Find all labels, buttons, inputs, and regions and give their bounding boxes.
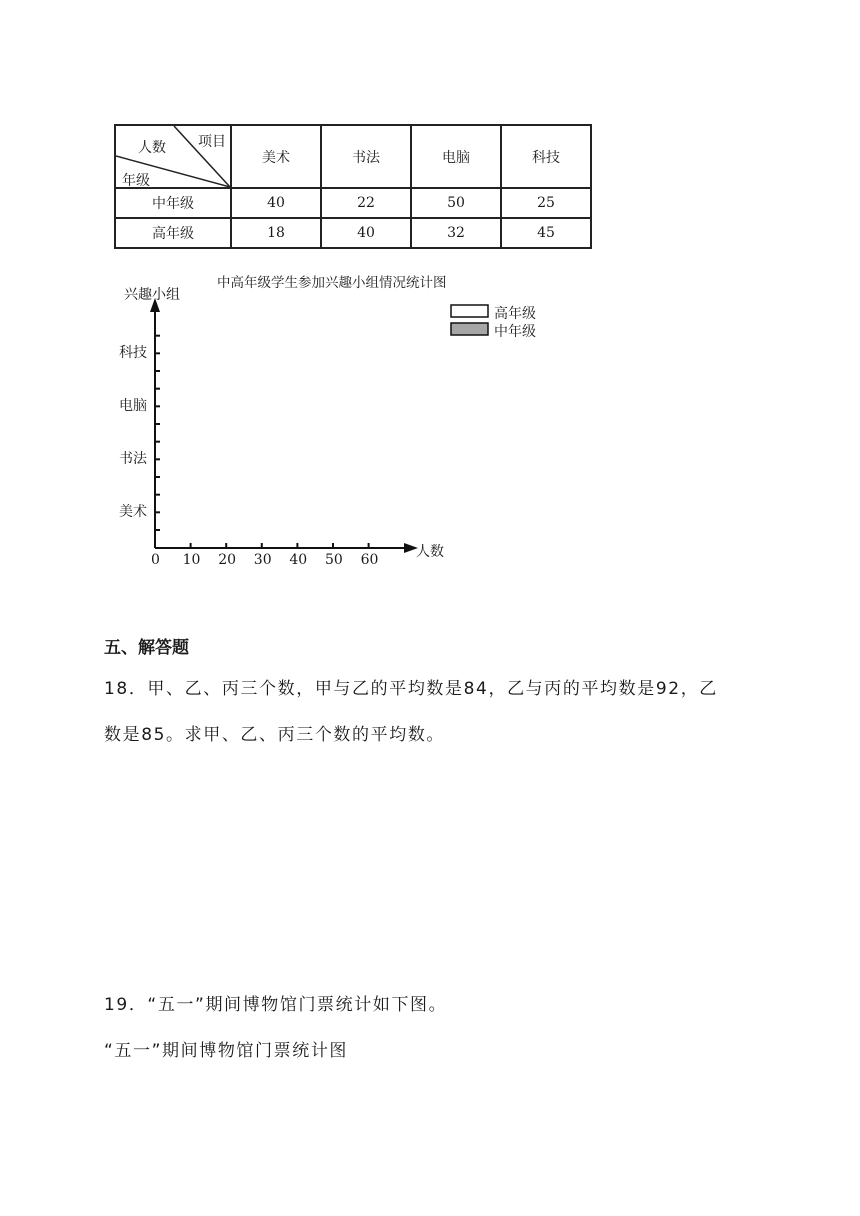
corner-label-project: 项目 (198, 134, 226, 150)
x-tick-label: 60 (360, 552, 379, 568)
x-tick-label: 30 (253, 552, 272, 568)
question-18-line-1: 18．甲、乙、丙三个数，甲与乙的平均数是84，乙与丙的平均数是92，乙 (104, 679, 718, 699)
table-col-header: 书法 (321, 125, 411, 188)
y-category-label: 科技 (119, 345, 147, 361)
table-cell: 45 (501, 218, 591, 248)
corner-label-count: 人数 (138, 140, 166, 156)
legend-label-middle: 中年级 (494, 324, 536, 340)
table-col-header: 电脑 (411, 125, 501, 188)
y-category-label: 书法 (119, 451, 147, 467)
question-19-caption: “五一”期间博物馆门票统计图 (104, 1041, 349, 1061)
legend-label-senior: 高年级 (494, 306, 536, 322)
table-cell: 40 (321, 218, 411, 248)
x-tick-label: 0 (151, 552, 160, 568)
legend-swatch-senior (451, 305, 488, 317)
x-tick-label: 10 (182, 552, 201, 568)
table-cell: 32 (411, 218, 501, 248)
section-heading: 五、解答题 (104, 638, 189, 658)
y-category-label: 电脑 (119, 398, 147, 414)
table-cell: 40 (231, 188, 321, 218)
y-category-label: 美术 (119, 504, 147, 520)
question-18-line-2: 数是85。求甲、乙、丙三个数的平均数。 (104, 725, 446, 745)
x-axis-label: 人数 (416, 544, 444, 560)
table-col-header: 科技 (501, 125, 591, 188)
table-cell: 25 (501, 188, 591, 218)
legend-swatch-middle (451, 323, 488, 335)
chart-title: 中高年级学生参加兴趣小组情况统计图 (217, 275, 447, 291)
table-cell: 50 (411, 188, 501, 218)
question-19: 19．“五一”期间博物馆门票统计如下图。 (104, 995, 448, 1015)
table-row-label: 高年级 (115, 218, 231, 248)
table-col-header: 美术 (231, 125, 321, 188)
table-cell: 18 (231, 218, 321, 248)
table-row-label: 中年级 (115, 188, 231, 218)
x-tick-label: 20 (218, 552, 237, 568)
y-axis-label: 兴趣小组 (124, 287, 180, 303)
table-cell: 22 (321, 188, 411, 218)
x-tick-label: 50 (325, 552, 343, 568)
x-tick-label: 40 (289, 552, 308, 568)
corner-label-grade: 年级 (122, 173, 150, 189)
question-18 (104, 666, 764, 758)
